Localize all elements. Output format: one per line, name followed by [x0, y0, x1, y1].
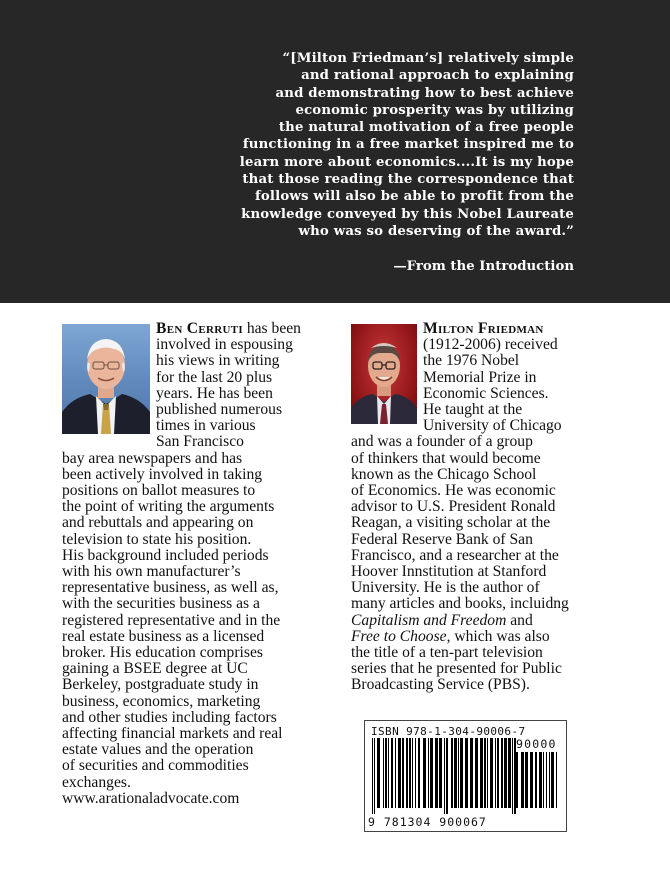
author-name: Milton Friedman [423, 320, 544, 337]
bio-line: for the last 20 plus [156, 368, 273, 386]
barcode-bar [549, 752, 550, 808]
quote-line: and demonstrating how to best achieve [275, 85, 574, 101]
barcode-bar [497, 738, 499, 808]
barcode-bar [465, 738, 468, 808]
price-addon-barcode [512, 752, 562, 818]
bio-line: Berkeley, postgraduate study in [62, 676, 259, 694]
barcode-bar [556, 752, 557, 808]
quote-line: learn more about economics....It is my hope [239, 154, 574, 170]
bio-line: and rebuttals and appearing on [62, 514, 254, 532]
barcode-bar [418, 738, 420, 808]
bio-line: with his own manufacturer’s [62, 563, 241, 581]
barcode-bar [495, 738, 496, 808]
bio-line: positions on ballot measures to [62, 482, 256, 500]
quote-line: who was so deserving of the award.” [298, 223, 574, 239]
bio-line: Capitalism and Freedom and [351, 611, 533, 629]
bio-line: and other studies including factors [62, 708, 277, 726]
barcode-bar [543, 752, 544, 808]
barcode-bar [535, 752, 537, 808]
quote-line: economic prosperity was by utilizing [295, 102, 574, 118]
barcode-bar [501, 738, 503, 808]
barcode-bar [490, 738, 493, 808]
barcode-bar [415, 738, 416, 808]
barcode-bar [454, 738, 457, 808]
barcode-digits: 9 781304 900067 [368, 815, 487, 829]
barcode-bar [458, 738, 459, 808]
quote-line: the natural motivation of a free people [278, 120, 574, 136]
bio-line: real estate business as a licensed [62, 627, 265, 645]
quote-line: functioning in a free market inspired me to [242, 137, 574, 153]
barcode-bar [406, 738, 408, 808]
bio-line: University. He is the author of [351, 579, 540, 597]
bio-line: Francisco, and a researcher at the [351, 546, 559, 564]
quote-line: and rational approach to explaining [301, 68, 574, 84]
barcode-bar [530, 752, 533, 808]
barcode-bar [435, 738, 438, 808]
bio-line: involved in espousing [156, 336, 293, 354]
barcode-bar [388, 738, 389, 808]
barcode-bar [391, 738, 393, 808]
bio-line: television to state his position. [62, 530, 252, 548]
barcode-bar [487, 738, 488, 808]
barcode-bar [539, 752, 542, 808]
quote-line: follows will also be able to profit from the [255, 189, 574, 205]
barcode-bar [423, 738, 426, 808]
bio-line: published numerous [156, 401, 283, 419]
barcode-bar [383, 738, 384, 808]
barcode-bar [516, 752, 518, 808]
bio-line: series that he presented for Public [351, 660, 562, 678]
author-name: Ben Cerruti [156, 320, 243, 337]
quote-line: knowledge conveyed by this Nobel Laureate [241, 206, 574, 222]
barcode-bar [444, 738, 445, 814]
barcode-bar [428, 738, 429, 808]
bio-line: known as the Chicago School [351, 465, 537, 483]
barcode-bar [475, 738, 478, 808]
bio-line: estate values and the operation [62, 741, 254, 759]
isbn-label: ISBN 978-1-304-90006-7 [371, 725, 526, 738]
bio-line: gaining a BSEE degree at UC [62, 660, 248, 678]
barcode-bar [372, 738, 373, 814]
bio-line: Economic Sciences. [423, 384, 549, 402]
bio-line: of Economics. He was economic [351, 482, 556, 500]
quote-attribution: —From the Introduction [393, 259, 574, 274]
bio-line: years. He has been [156, 384, 273, 402]
bio-line: registered representative and in the [62, 611, 281, 629]
barcode-bar [385, 738, 387, 808]
barcode-bar [525, 752, 528, 808]
barcode-bar [480, 738, 483, 808]
bio-line: business, economics, marketing [62, 692, 261, 710]
book-title: Free to Choose [351, 627, 447, 645]
barcode-bar [451, 738, 453, 808]
bio-line: with the securities business as a [62, 595, 260, 613]
bio-line: Federal Reserve Bank of San [351, 530, 533, 548]
bio-line: times in various [156, 417, 256, 435]
bio-line: Memorial Prize in [423, 368, 537, 386]
bio-line: and was a founder of a group [351, 433, 533, 451]
bio-line: Broadcasting Service (PBS). [351, 676, 530, 694]
barcode-bar [412, 738, 413, 808]
friedman-bio [351, 321, 569, 694]
barcode-bar [514, 752, 515, 808]
bio-line: been actively involved in taking [62, 465, 263, 483]
cerruti-bio [62, 321, 301, 807]
bio-line: the title of a ten-part television [351, 644, 543, 662]
barcode-bar [409, 738, 411, 808]
barcode-bar [470, 738, 473, 808]
bio-line: University of Chicago [423, 417, 562, 435]
bio-line: the point of writing the arguments [62, 498, 275, 516]
barcode-bar [504, 738, 507, 808]
bio-line: his views in writing [156, 352, 280, 370]
barcode-bar [446, 738, 448, 814]
bio-line: San Francisco [156, 433, 244, 451]
barcode-bar [374, 738, 375, 814]
bio-line: the 1976 Nobel [423, 352, 520, 370]
bio-line: bay area newspapers and has [62, 449, 243, 467]
bio-line: representative business, as well as, [62, 579, 279, 597]
barcode-bar [546, 752, 547, 808]
bio-line: exchanges. [62, 773, 131, 791]
barcode-bar [439, 738, 442, 808]
barcode-bar [377, 738, 380, 808]
quote-line: “[Milton Friedman’s] relatively simple [282, 51, 574, 66]
bio-line: Hoover Innstitution at Stanford [351, 563, 547, 581]
bio-line: Reagan, a visiting scholar at the [351, 514, 551, 532]
price-code: 90000 [516, 737, 557, 751]
bio-line [351, 321, 569, 337]
bio-line: affecting financial markets and real [62, 725, 283, 743]
bio-line: He taught at the [423, 401, 523, 419]
barcode-bar [521, 752, 524, 808]
barcode-bar [551, 752, 554, 808]
bio-line: of securities and commodities [62, 757, 249, 775]
bio-line: His background included periods [62, 546, 269, 564]
bio-line: advisor to U.S. President Ronald [351, 498, 556, 516]
bio-line: of thinkers that would become [351, 449, 541, 467]
bio-line: Free to Choose, which was also [351, 627, 550, 645]
barcode-bar [398, 738, 401, 808]
barcode-bar [402, 738, 404, 808]
website-link[interactable]: www.arationaladvocate.com [62, 789, 240, 807]
quote-line: that those reading the correspondence that [242, 172, 574, 188]
bio-line: broker. His education comprises [62, 644, 263, 662]
pull-quote [200, 50, 574, 240]
barcode-bar [508, 738, 511, 808]
book-title: Capitalism and Freedom [351, 611, 507, 629]
bio-line: Ben Cerruti has been [156, 320, 301, 337]
bio-line: many articles and books, incluidng [351, 595, 569, 613]
barcode-bar [395, 738, 396, 808]
barcode-bar [460, 738, 463, 808]
barcode-bar [430, 738, 433, 808]
barcode-bar [484, 738, 486, 808]
bio-line: (1912-2006) received [423, 336, 558, 354]
